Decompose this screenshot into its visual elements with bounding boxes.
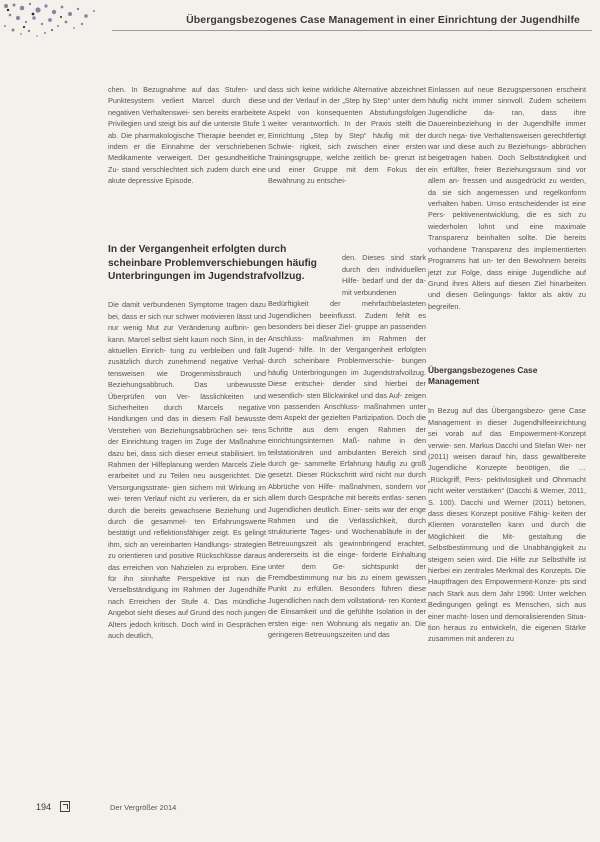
column-1-bottom	[108, 292, 266, 649]
column-1-top	[108, 84, 266, 187]
column-3-top	[428, 84, 586, 312]
pull-quote: In der Vergangenheit erfolgten durch scheinbare Problemverschiebungen häufig Unterbringungen im Jugendstrafvollzug.	[108, 244, 317, 282]
column-2-bottom	[268, 291, 426, 648]
body-text: den. Dieses sind stark durch den individuellen Hilfe- bedarf und der da- mit verbundenen	[342, 253, 426, 297]
header-title: Übergangsbezogenes Case Management in einer Einrichtung der Jugendhilfe	[186, 14, 580, 26]
book-icon	[60, 801, 70, 812]
body-text: Einlassen auf neue Bezugspersonen erscheint häufig nicht immer sinnvoll. Zudem scheitern Jugendliche da- ran, dass ihre Dauereinbeziehung in der Jugendhilfe immer durch nega- tive Verhaltensweisen gerechtfertigt war und diese auch zu Beziehungs- abbrüchen beigetragen haben. Doch Selbständigkeit und ein erfüllter, freier Beziehungsraum sind vor allem an- fressen und ausgedrückt zu werden, da sie sich angemessen und regelkonform verhalten haben. Umso entscheidender ist eine Pers- pektivenentwicklung, die es sich zu wiederholen lohnt und eine maximale Transparenz beinhalten sollte. Die bereits vorhandene Transparenz des implementierten Programms hat un- ter den Bewohnern bereits jetzt zur Folge, dass einige Jugendliche auf Grund ihres Alters auf diesen Ziel hinarbeiten und diesen Gelingungs- faktor als aktiv zu begreifen.	[428, 85, 586, 311]
body-text: In Bezug auf das Übergangsbezo- gene Case Management in dieser Jugendhilfeeinrichtung sei vorab auf das Empowerment-Konzept verwie- sen. Markus Dacchi und Stefan Wer- ner (2011) weisen darauf hin, dass gewaltbereite Jugendliche Konzepte benötigen, die … „Rückgriff, Pers- pektivlosigkeit und Ohnmacht nicht weiter verstärken“ (Dacchi & Werner, 2011, S. 100). Dacchi und Werner (2011) betonen, dass dieses Konzept positive Fähig- keiten der Klienten voranstellen kann und durch die Möglichkeit die Mit- gestaltung die Selbstbestimmung und die Unabhängigkeit zu steigern seien wird. Die Hilfe zur Selbsthilfe ist hierbei ein zentrales Merkmal des Konzepts. Die Hauptfragen des Empowerment-Konze- pts sind nach Stark aus dem Jahr 1996: Unter welchen Bedingungen gelingt es Menschen, sich aus einer macht- losen und demoralisierenden Situa- tion heraus zu entwickeln, die eigenen Stärke zusammen mit anderen zu	[428, 406, 586, 644]
body-text: dass sich keine wirkliche Alternative abzeichnet und der Verlauf in der „Step by Step“ unter dem Aspekt von konsequenten Abstufungsfolgen weiter verantwortlich. In der Praxis stellt die Einrichtung „Step by Step“ häufig mit der Schwie- rigkeit, sich zwischen einer ersten Trainingsgruppe, welche zeitlich be- grenzt ist und einer Gruppe mit dem Fokus der Bewährung zu entschei-	[268, 85, 426, 186]
body-text: Die damit verbundenen Symptome tragen dazu bei, dass er sich nur schwer motivieren lässt und nur wenig Mut zur Veränderung aufbrin- gen kann. Marcel selbst sieht kaum noch Sinn, in der aktuellen Einrich- tung zu verbleiben und fällt zusätzlich durch zunehmend negative Verhal- tensweisen wie Drogenmissbrauch und Beziehungsabbruch. Das unbewusste Überprüfen von Ver- lässlichkeiten und Sicherheiten durch Marcels negative Handlungen und das in diesem Fall bewusste Verstehen von Beziehungsabbrüchen sei- tens der Einrichtung tragen im Zuge der Maßnahme dazu bei, dass sich dieser erneut stabilisiert. Im Rahmen der Hilfeplanung werden Marcels Ziele erarbeitet und zu Teilen neu ausgerichtet. Die Versorgungsstrate- gien sichern mit Wirkung im wei- teren Verlauf nicht zu verlieren, da er sich durch die bereits gewachsene Beziehung und durch die gesammel- ten Erfahrungswerte bestätigt und reflektionsfähiger zeigt. Es gelingt ihm, sich an vereinbarten Handlungs- strategien zu orientieren und positive Rückschlüsse daraus das erreichen von Nahzielen zu erproben. Eine für ihn sinnhafte Perspektive ist nun die Verselbständigung im Rahmen der Jugendhilfe nach Erreichen der Stufe 4. Das mündliche Angebot sieht dieses auf Grund des noch jungen Alters jedoch kritisch. Doch wird in Gesprächen auch deutlich,	[108, 300, 266, 641]
running-header	[112, 14, 592, 31]
section-subheading: Übergangsbezogenes Case Management	[428, 365, 538, 386]
column-2-top	[268, 84, 426, 187]
page-footer	[36, 802, 576, 816]
page-number: 194	[36, 802, 52, 812]
body-text: chen. In Bezugnahme auf das Stufen- und Punktesystem verliert Marcel durch diese negativen Verhaltenswei- sen bereits erarbeitete Privilegien und steigt bis auf die unterste Stufe 1 ab. Die pharmakologische Therapie beendet er, indem er die Einnahme der verschriebenen Medikamente verweigert. Der gesundheitliche Zu- stand verschlechtert sich zudem durch eine akute depressive Episode.	[108, 85, 266, 186]
decorative-dots	[0, 0, 110, 42]
body-text: Bedürftigkeit der mehrfachbelasteten Jugendlichen beeinflusst. Zudem fehlt es besonders bei dieser Ziel- gruppe an passenden Anschluss- maßnahmen im Rahmen der Jugend- hilfe. In der Vergangenheit erfolgten durch scheinbare Problemverschie- bungen häufig Unterbringungen im Jugendstrafvollzug. Diese entschei- dender sind hierbei der wesentlich- sten Blickwinkel und das Auf- zeigen von passenden Anschluss- maßnahmen unter dem Aspekt der gezielten Partizipation. Doch die Schritte aus dem engen Rahmen der einrichtungsinternen Maß- nahme in den teilstationären und ambulanten Bereich sind durch ge- sammelte Erfahrung häufig zu groß gesetzt. Dieser Rückschritt wird nicht nur durch Abbrüche von Hilfe- maßnahmen, sondern vor allem durch Gespräche mit bereits entlas- senen Jugendlichen deutlich. Einer- seits war der enge Rahmen und die Verlässlichkeit, durch strukturierte Tages- und Wochenabläufe in der Betreuungszeit als gewinnbringend erachtet, andererseits ist die einge- forderte Einhaltung unter dem Ge- sichtspunkt der Fremdbestimmung nur bis zu einem gewissen Punkt zu erfüllen. Besonders führen diese Jugendlichen nach dem vollstationä- ren Kontext die Einsamkeit und die gefühlte Isolation in der ersten eige- nen Wohnung als negativ an. Die geringeren Betreuungszeiten und das	[268, 299, 426, 640]
column-3-bottom	[428, 398, 586, 652]
journal-name: Der Vergrößer 2014	[110, 803, 177, 812]
